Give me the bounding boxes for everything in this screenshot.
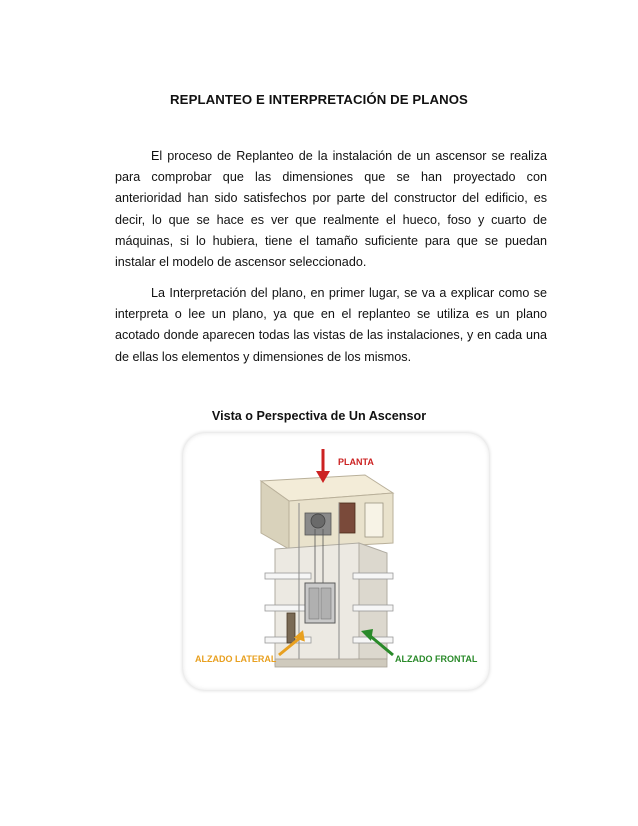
paragraph-interpretacion-text: La Interpretación del plano, en primer lugar, se va a explicar como se interpreta o lee un plano, ya que en el replanteo se utiliza es un plano acotado donde aparecen todas las vistas de las instalaciones, y en cada una de ellas los elementos y dimensiones de los mismos. — [115, 286, 547, 364]
cabin-door — [309, 588, 319, 619]
paragraph-replanteo-text: El proceso de Replanteo de la instalación de un ascensor se realiza para comprobar que las dimensiones que se han proyectado con anterioridad han sido satisfechos por parte del constructor del edificio, es decir, lo que se hace es ver que realmente el hueco, foso y cuarto de máquinas, si lo hubiera, tiene el tamaño suficiente para que se puedan instalar el modelo de ascensor seleccionado. — [115, 149, 547, 270]
page-title: REPLANTEO E INTERPRETACIÓN DE PLANOS — [170, 92, 468, 107]
floor-slab — [353, 605, 393, 611]
floor-slab — [265, 573, 311, 579]
machine-pulley — [311, 514, 325, 528]
figure-caption: Vista o Perspectiva de Un Ascensor — [211, 409, 427, 423]
elevator-drawing — [183, 433, 489, 690]
cabin-door — [321, 588, 331, 619]
counterweight — [287, 613, 295, 643]
label-planta: PLANTA — [338, 457, 374, 467]
control-cabinet — [339, 503, 355, 533]
label-alzado-frontal: ALZADO FRONTAL — [395, 654, 478, 664]
machine-room-door — [365, 503, 383, 537]
elevator-pit — [275, 659, 387, 667]
floor-slab — [265, 605, 311, 611]
label-alzado-lateral: ALZADO LATERAL — [195, 654, 277, 664]
floor-slab — [353, 573, 393, 579]
paragraph-replanteo — [115, 146, 547, 273]
paragraph-interpretacion — [115, 283, 547, 368]
elevator-illustration — [183, 433, 489, 690]
